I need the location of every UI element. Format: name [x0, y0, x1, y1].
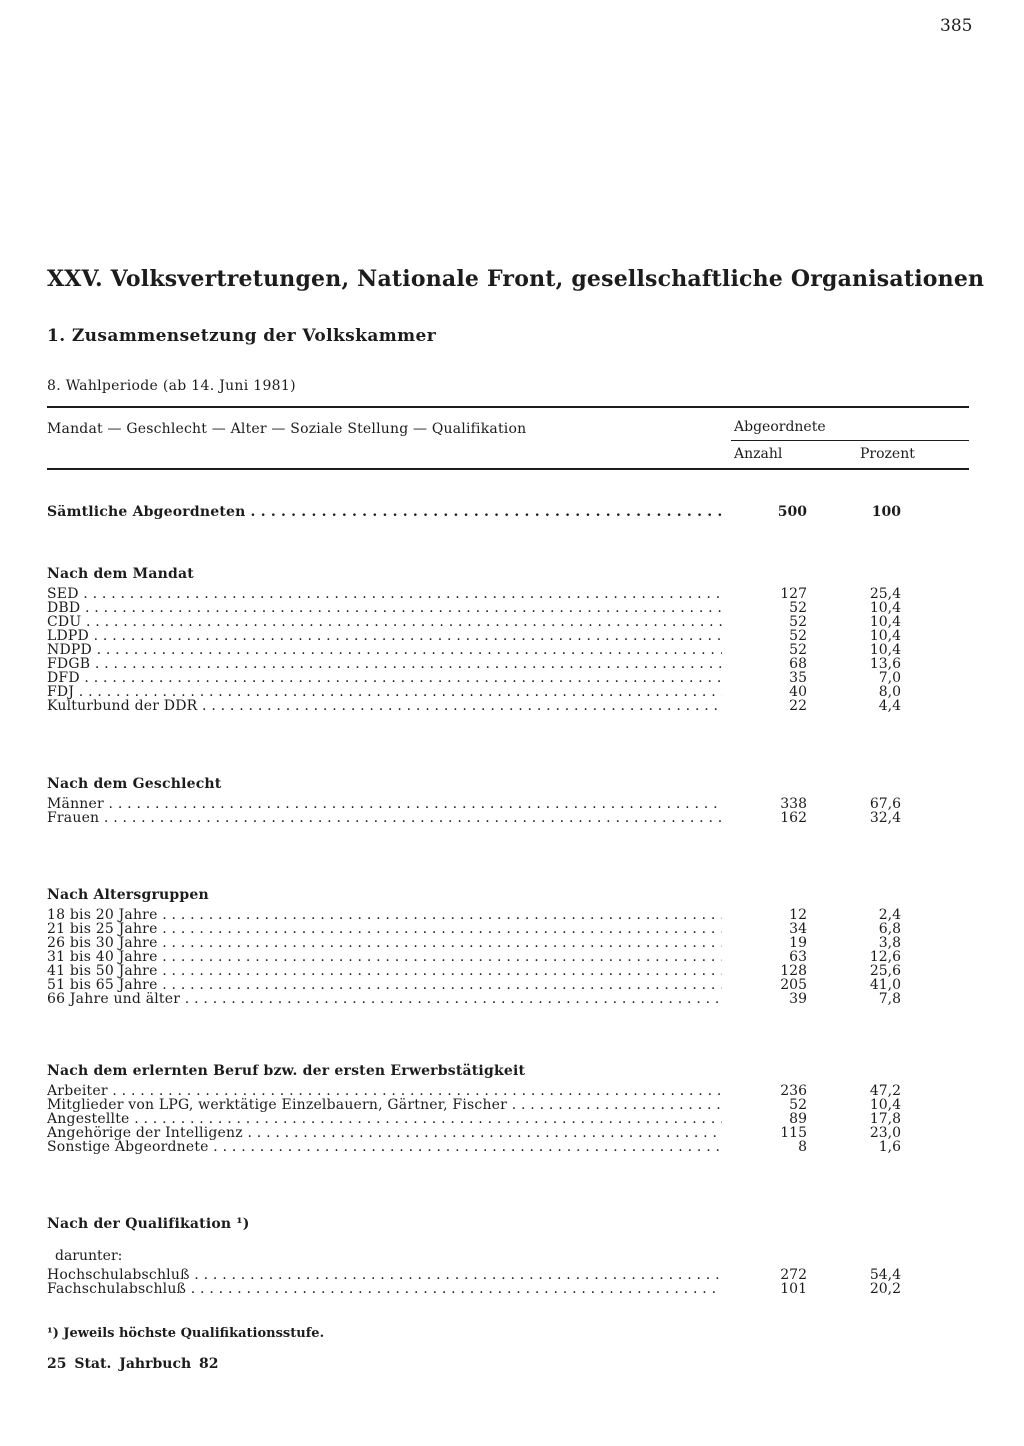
table-row — [47, 978, 917, 993]
table-row — [47, 587, 917, 602]
row-label: 18 bis 20 Jahre . . . — [47, 908, 722, 923]
row-label: LDPD . . . — [47, 629, 722, 644]
row-percent: 13,6 — [869, 656, 901, 672]
row-percent: 7,8 — [878, 991, 901, 1007]
rule-sub — [731, 440, 969, 441]
row-percent: 10,4 — [869, 600, 901, 616]
row-count: 127 — [780, 586, 807, 602]
table-row — [47, 699, 917, 714]
row-count: 12 — [789, 907, 807, 923]
row-label: Männer . . . — [47, 797, 722, 812]
row-count: 34 — [789, 921, 807, 937]
row-percent: 6,8 — [878, 921, 901, 937]
table-row — [47, 685, 917, 700]
row-count: 338 — [780, 796, 807, 812]
footnote: ¹) Jeweils höchste Qualifikationsstufe. — [47, 1326, 325, 1341]
row-count: 89 — [789, 1111, 807, 1127]
row-label: FDGB . . . — [47, 657, 722, 672]
row-label: Fachschulabschluß . . . — [47, 1282, 722, 1297]
row-percent: 54,4 — [869, 1267, 901, 1283]
row-label: 51 bis 65 Jahre . . . — [47, 978, 722, 993]
row-percent: 10,4 — [869, 1097, 901, 1113]
row-count: 162 — [780, 810, 807, 826]
period-note: 8. Wahlperiode (ab 14. Juni 1981) — [47, 378, 296, 394]
row-label: Angestellte . . . — [47, 1112, 722, 1127]
row-label: DFD . . . — [47, 671, 722, 686]
group-heading-alter: Nach Altersgruppen — [47, 887, 209, 903]
row-count: 500 — [777, 504, 807, 520]
row-label: 66 Jahre und älter . . . — [47, 992, 722, 1007]
header-label: Mandat — Geschlecht — Alter — Soziale Stellung — Qualifikation — [47, 421, 527, 437]
row-count: 35 — [789, 670, 807, 686]
table-row — [47, 1126, 917, 1141]
table-row — [47, 1098, 917, 1113]
table-row — [47, 811, 917, 826]
row-label: Sämtliche Abgeordneten . . . — [47, 505, 722, 520]
row-count: 272 — [780, 1267, 807, 1283]
table-row — [47, 936, 917, 951]
row-label: 21 bis 25 Jahre . . . — [47, 922, 722, 937]
row-percent: 100 — [871, 504, 901, 520]
row-label: NDPD . . . — [47, 643, 722, 658]
row-count: 8 — [798, 1139, 807, 1155]
source-line: 25 Stat. Jahrbuch 82 — [47, 1356, 219, 1372]
table-row-total — [47, 505, 917, 520]
row-count: 19 — [789, 935, 807, 951]
row-label: DBD . . . — [47, 601, 722, 616]
row-percent: 25,4 — [869, 586, 901, 602]
table-row — [47, 922, 917, 937]
row-percent: 10,4 — [869, 614, 901, 630]
row-count: 205 — [780, 977, 807, 993]
row-percent: 23,0 — [869, 1125, 901, 1141]
row-label: Hochschulabschluß . . . — [47, 1268, 722, 1283]
row-label: Frauen . . . — [47, 811, 722, 826]
row-label: 41 bis 50 Jahre . . . — [47, 964, 722, 979]
header-group: Abgeordnete — [734, 419, 826, 435]
section-title: 1. Zusammensetzung der Volkskammer — [47, 326, 437, 346]
table-row — [47, 908, 917, 923]
row-label: 31 bis 40 Jahre . . . — [47, 950, 722, 965]
page-number: 385 — [940, 16, 973, 36]
group-heading-beruf: Nach dem erlernten Beruf bzw. der ersten Erwerbstätigkeit — [47, 1063, 526, 1079]
group-heading-qualifikation: Nach der Qualifikation ¹) — [47, 1216, 250, 1232]
row-percent: 32,4 — [869, 810, 901, 826]
row-count: 68 — [789, 656, 807, 672]
row-count: 40 — [789, 684, 807, 700]
chapter-title: XXV. Volksvertretungen, Nationale Front, gesellschaftliche Organisationen — [47, 266, 985, 292]
row-label: Sonstige Abgeordnete . . . — [47, 1140, 722, 1155]
row-percent: 10,4 — [869, 628, 901, 644]
row-percent: 47,2 — [869, 1083, 901, 1099]
table-row — [47, 657, 917, 672]
row-count: 236 — [780, 1083, 807, 1099]
row-percent: 1,6 — [878, 1139, 901, 1155]
table-row — [47, 1084, 917, 1099]
table-row — [47, 643, 917, 658]
row-label: Mitglieder von LPG, werktätige Einzelbauern, Gärtner, Fischer . . . — [47, 1098, 722, 1113]
row-percent: 8,0 — [878, 684, 901, 700]
row-label: SED . . . — [47, 587, 722, 602]
row-count: 52 — [789, 614, 807, 630]
row-percent: 7,0 — [878, 670, 901, 686]
row-percent: 41,0 — [869, 977, 901, 993]
row-label: 26 bis 30 Jahre . . . — [47, 936, 722, 951]
row-percent: 67,6 — [869, 796, 901, 812]
table-row — [47, 615, 917, 630]
table-row — [47, 1140, 917, 1155]
darunter-label: darunter: — [55, 1248, 123, 1264]
table-row — [47, 1282, 917, 1297]
table-row — [47, 671, 917, 686]
group-heading-mandat: Nach dem Mandat — [47, 566, 194, 582]
row-label: Kulturbund der DDR . . . — [47, 699, 722, 714]
table-row — [47, 601, 917, 616]
row-label: Arbeiter . . . — [47, 1084, 722, 1099]
row-count: 52 — [789, 628, 807, 644]
row-percent: 4,4 — [878, 698, 901, 714]
row-percent: 10,4 — [869, 642, 901, 658]
row-label: FDJ . . . — [47, 685, 722, 700]
row-percent: 20,2 — [869, 1281, 901, 1297]
row-count: 52 — [789, 600, 807, 616]
rule-top — [47, 406, 969, 408]
row-count: 52 — [789, 1097, 807, 1113]
row-label: Angehörige der Intelligenz . . . — [47, 1126, 722, 1141]
row-count: 63 — [789, 949, 807, 965]
row-percent: 12,6 — [869, 949, 901, 965]
row-count: 22 — [789, 698, 807, 714]
header-percent: Prozent — [860, 446, 915, 462]
row-count: 39 — [789, 991, 807, 1007]
table-row — [47, 629, 917, 644]
row-count: 115 — [780, 1125, 807, 1141]
row-percent: 17,8 — [869, 1111, 901, 1127]
row-percent: 3,8 — [878, 935, 901, 951]
rule-bottom — [47, 468, 969, 470]
row-percent: 25,6 — [869, 963, 901, 979]
row-count: 101 — [780, 1281, 807, 1297]
row-percent: 2,4 — [878, 907, 901, 923]
table-row — [47, 992, 917, 1007]
row-label: CDU . . . — [47, 615, 722, 630]
row-count: 128 — [780, 963, 807, 979]
row-count: 52 — [789, 642, 807, 658]
header-count: Anzahl — [734, 446, 783, 462]
group-heading-geschlecht: Nach dem Geschlecht — [47, 776, 222, 792]
